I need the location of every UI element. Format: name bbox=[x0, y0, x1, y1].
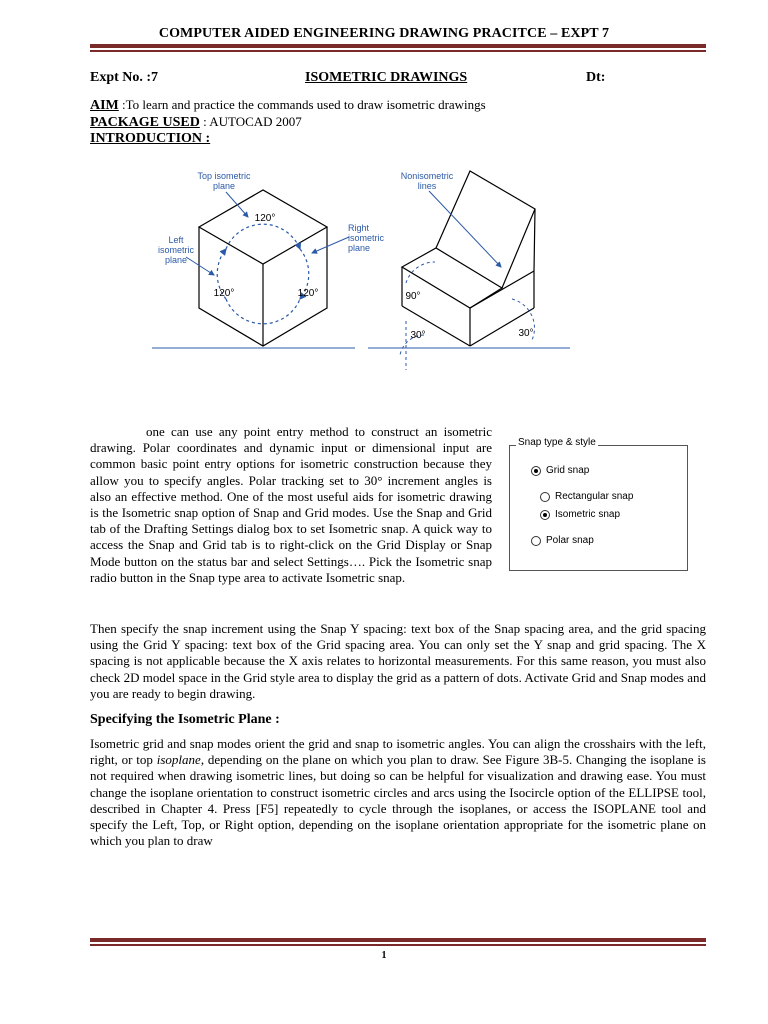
isometric-snap-option[interactable] bbox=[540, 509, 620, 520]
isoplane-term: isoplane bbox=[156, 752, 201, 768]
expt-number: Expt No. :7 bbox=[90, 70, 159, 85]
date-label: Dt: bbox=[586, 70, 606, 85]
header-divider bbox=[90, 44, 706, 52]
grid-snap-radio[interactable] bbox=[531, 466, 541, 476]
left-plane-label-1: Left bbox=[168, 235, 184, 245]
angle-30-right-label: 30° bbox=[518, 328, 534, 339]
package-text: : AUTOCAD 2007 bbox=[199, 114, 302, 129]
isometric-plane-heading: Specifying the Isometric Plane : bbox=[90, 712, 280, 727]
angle-right-label: 120° bbox=[297, 288, 319, 299]
page-title: ISOMETRIC DRAWINGS bbox=[305, 70, 468, 85]
paragraph-snap-increment: Then specify the snap increment using the Snap Y spacing: text box of the Snap spacing area, and the grid spacing using the Grid Y spacing: text box of the Grid spacing area. You can only set the Y snap and grid spacing. The X spacing is not applicable because the X axis relates to horizontal measurements. For this same reason, you must also check 2D model space in the Grid style area to display the grid as a pattern of dots. Activate Grid and Snap modes and you are ready to begin drawing. bbox=[90, 621, 706, 701]
wedge-block bbox=[402, 171, 535, 346]
snap-type-style-legend: Snap type & style bbox=[518, 437, 596, 448]
paragraph-point-entry bbox=[90, 424, 492, 586]
rectangular-snap-radio[interactable] bbox=[540, 492, 550, 502]
snap-type-style-group bbox=[509, 437, 688, 571]
right-plane-label-3: plane bbox=[348, 243, 371, 253]
page-number: 1 bbox=[381, 950, 387, 961]
nonisometric-label-1: Nonisometric bbox=[400, 171, 454, 181]
angle-top-label: 120° bbox=[254, 213, 276, 224]
top-plane-label-1: Top isometric bbox=[197, 171, 251, 181]
grid-snap-label: Grid snap bbox=[546, 465, 590, 476]
left-plane-label-3: plane bbox=[164, 255, 188, 265]
introduction-heading: INTRODUCTION : bbox=[90, 131, 211, 146]
aim-label: AIM bbox=[90, 98, 119, 113]
polar-snap-option[interactable] bbox=[531, 535, 594, 546]
nonisometric-label-2: lines bbox=[417, 181, 437, 191]
package-line bbox=[90, 114, 302, 131]
paragraph-isoplane-text-2: , depending on the plane on which you plan to draw. See Figure 3B-5. Changing the isoplane is not required when drawing isometric lines, but doing so can be helpful for visualization and drawing ease. You must change the isoplane orientation to construct isometric circles and arcs using the Isocircle option of the ELLIPSE tool, described in Chapter 4. Press [F5] repeatedly to cycle through the isoplanes, or access the ISOPLANE tool and specify the Left, Top, or Right option, depending on the isoplane orientation appropriate for the isometric plane on which you plan to draw bbox=[90, 752, 706, 849]
rectangular-snap-label: Rectangular snap bbox=[555, 491, 634, 502]
package-label: PACKAGE USED bbox=[90, 115, 200, 130]
header-title: COMPUTER AIDED ENGINEERING DRAWING PRACITCE – EXPT 7 bbox=[158, 26, 610, 41]
aim-text: :To learn and practice the commands used to draw isometric drawings bbox=[118, 97, 486, 112]
paragraph-point-entry-text: one can use any point entry method to construct an isometric drawing. Polar coordinates and dynamic input or dimensional input are common basic point entry options for isometric construction because they allow you to specify angles. Polar tracking set to 30° increment angles is also an effective method. One of the most useful aids for isometric drawing is the Isometric snap option of Snap and Grid modes. Use the Snap and Grid tab of the Drafting Settings dialog box to set Isometric snap. A quick way to access the Snap and Grid tab is to right-click on the Grid Display or Snap Mode button on the status bar and select Settings…. Pick the Isometric snap radio button in the Snap type area to activate Isometric snap. bbox=[90, 424, 492, 585]
isometric-snap-radio[interactable] bbox=[540, 510, 550, 520]
left-plane-label-2: isometric bbox=[157, 245, 195, 255]
paragraph-isoplane bbox=[90, 736, 706, 849]
grid-snap-option[interactable] bbox=[531, 465, 589, 476]
polar-snap-label: Polar snap bbox=[546, 535, 594, 546]
isometric-figure bbox=[140, 165, 570, 370]
right-plane-label-2: isometric bbox=[348, 233, 385, 243]
angle-left-label: 120° bbox=[213, 288, 235, 299]
footer-divider bbox=[90, 938, 706, 946]
isometric-snap-label: Isometric snap bbox=[555, 509, 621, 520]
paragraph-isoplane-text-1: Isometric grid and snap modes orient the grid and snap to isometric angles. You can align the crosshairs with the left, right, or top bbox=[90, 736, 706, 768]
top-plane-label-2: plane bbox=[212, 181, 236, 191]
aim-line bbox=[90, 97, 486, 114]
angle-90-label: 90° bbox=[405, 291, 421, 302]
rectangular-snap-option[interactable] bbox=[540, 491, 633, 502]
polar-snap-radio[interactable] bbox=[531, 536, 541, 546]
angle-30-left-label: 30° bbox=[410, 330, 426, 341]
right-plane-label-1: Right bbox=[348, 223, 370, 233]
